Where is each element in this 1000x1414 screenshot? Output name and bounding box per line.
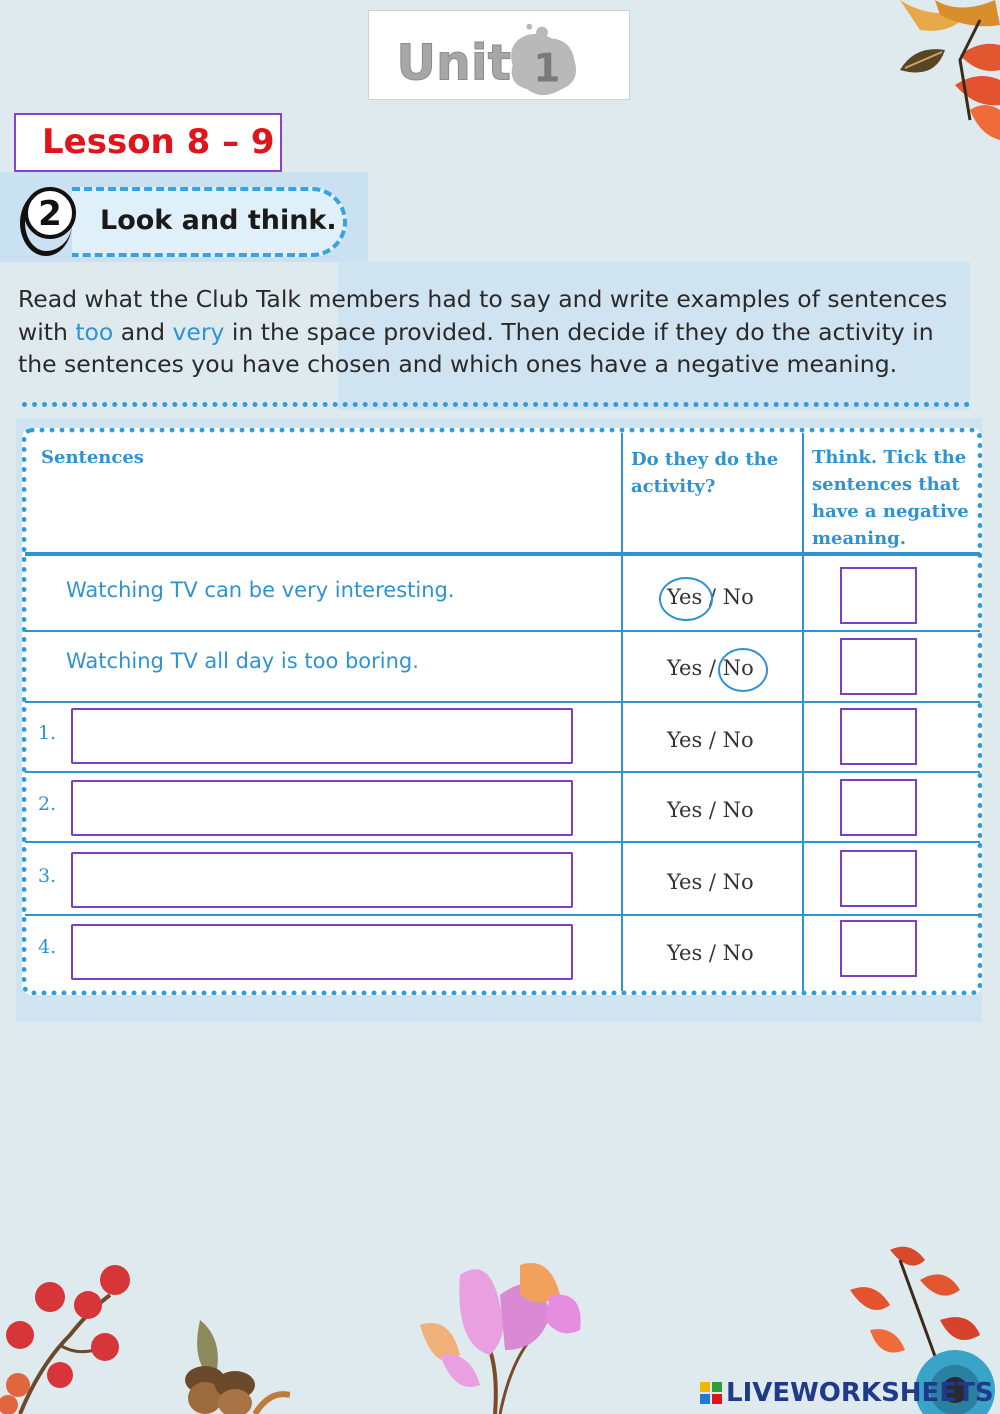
row-number: 2. bbox=[38, 793, 57, 815]
section-number: 2 bbox=[24, 187, 76, 239]
table-header-rule bbox=[25, 552, 980, 556]
keyword-very: very bbox=[172, 317, 225, 346]
no-option: No bbox=[722, 585, 754, 609]
row-number: 3. bbox=[38, 865, 57, 887]
negative-tick-box[interactable] bbox=[840, 779, 917, 836]
instructions-and: and bbox=[113, 317, 173, 346]
unit-logo bbox=[368, 10, 630, 100]
no-option: No bbox=[722, 656, 754, 680]
keyword-too: too bbox=[75, 317, 114, 346]
header-sentences: Sentences bbox=[41, 447, 144, 468]
yes-no-choice[interactable]: Yes / No bbox=[667, 728, 754, 752]
brand-logo-text: LIVEWORKSHEETS bbox=[726, 1378, 994, 1408]
instructions bbox=[18, 283, 968, 381]
unit-logo-word: Unit bbox=[396, 34, 511, 92]
sentence-input-3[interactable] bbox=[71, 852, 573, 908]
table-column-divider bbox=[802, 433, 804, 991]
sentence-input-2[interactable] bbox=[71, 780, 573, 836]
acorn-icon bbox=[170, 1310, 290, 1414]
yes-no-separator: / bbox=[702, 585, 723, 609]
yes-no-choice[interactable]: Yes / No bbox=[667, 798, 754, 822]
header-activity: Do they do the activity? bbox=[631, 449, 779, 497]
table-row-rule bbox=[25, 914, 980, 916]
example-sentence: Watching TV all day is too boring. bbox=[66, 649, 419, 673]
example-sentence: Watching TV can be very interesting. bbox=[66, 578, 455, 602]
yes-no-separator: / bbox=[702, 656, 723, 680]
autumn-leaves-icon bbox=[860, 0, 1000, 145]
instructions-part1: Read what the Club Talk members had to say and write examples of sentences with bbox=[18, 285, 948, 346]
negative-tick-box[interactable] bbox=[840, 708, 917, 765]
yes-no-choice[interactable]: Yes / No bbox=[667, 941, 754, 965]
negative-tick-box[interactable] bbox=[840, 850, 917, 907]
table-row-rule bbox=[25, 841, 980, 843]
sentence-input-1[interactable] bbox=[71, 708, 573, 764]
negative-tick-box[interactable] bbox=[840, 920, 917, 977]
section-title: Look and think. bbox=[100, 205, 337, 236]
table-row-rule bbox=[25, 701, 980, 703]
answer-circle bbox=[718, 648, 768, 692]
table-row-rule bbox=[25, 771, 980, 773]
yes-option: Yes bbox=[667, 656, 703, 680]
table-row-rule bbox=[25, 630, 980, 632]
dotted-divider bbox=[22, 402, 970, 407]
yes-no-choice[interactable]: Yes / No bbox=[667, 870, 754, 894]
pink-flower-icon bbox=[400, 1255, 600, 1414]
instructions-part2: in the space provided. Then decide if they do the activity in the sentences you have chosen and which ones have a negative meaning. bbox=[18, 317, 934, 378]
row-number: 1. bbox=[38, 722, 57, 744]
negative-tick-box[interactable] bbox=[840, 638, 917, 695]
yes-option: Yes bbox=[667, 585, 703, 609]
header-negative: Think. Tick the sentences that have a negative meaning. bbox=[812, 447, 969, 549]
row-number: 4. bbox=[38, 936, 57, 958]
unit-logo-number: 1 bbox=[533, 46, 561, 92]
table-column-divider bbox=[621, 433, 623, 991]
lesson-title: Lesson 8 – 9 bbox=[14, 113, 282, 172]
sentence-input-4[interactable] bbox=[71, 924, 573, 980]
negative-tick-box[interactable] bbox=[840, 567, 917, 624]
red-berries-icon bbox=[0, 1255, 160, 1414]
liveworksheets-logo-icon bbox=[700, 1382, 722, 1404]
answer-circle bbox=[659, 577, 713, 621]
